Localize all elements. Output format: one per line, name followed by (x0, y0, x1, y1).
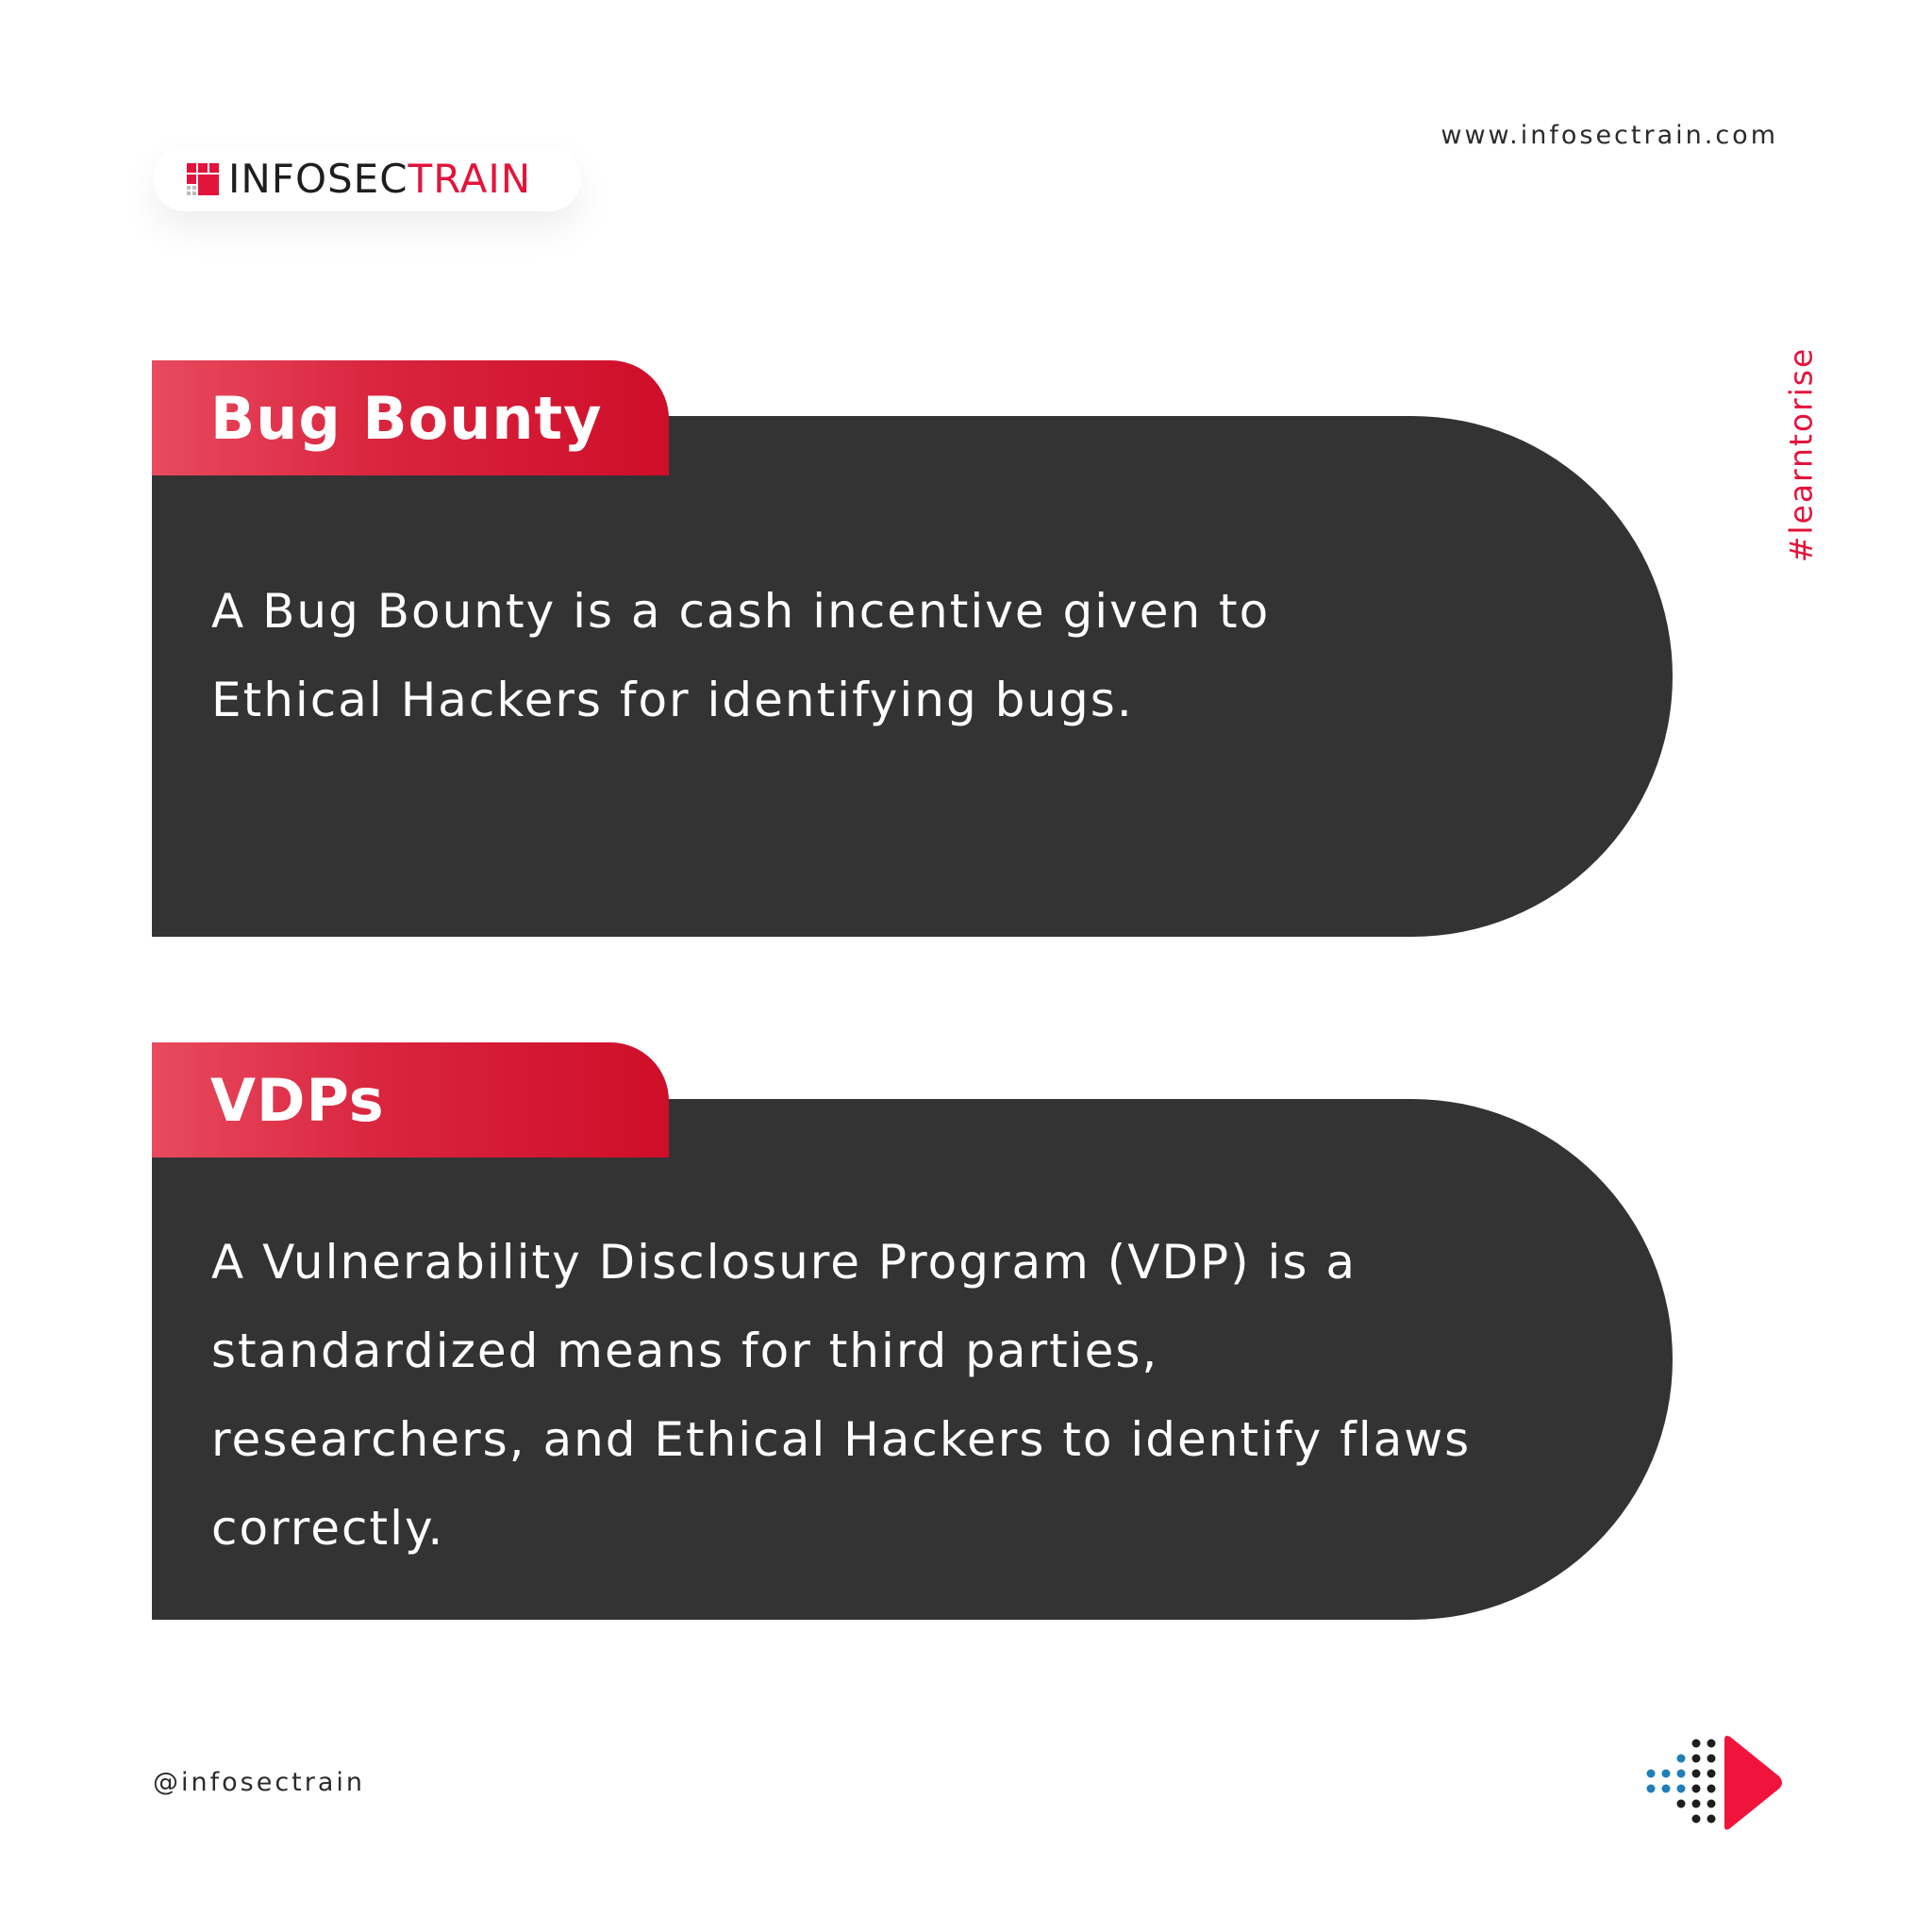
logo-text-part2: TRAIN (408, 156, 532, 202)
website-url: www.infosectrain.com (1441, 121, 1778, 150)
description-line: Ethical Hackers for identifying bugs. (211, 673, 1134, 727)
description-line: A Vulnerability Disclosure Program (VDP) is a (211, 1235, 1357, 1290)
logo-grid-icon (187, 163, 219, 195)
logo-text-part1: INFOSEC (228, 156, 408, 202)
description-line: standardized means for third parties, (211, 1324, 1159, 1378)
hashtag-text: #learntorise (1782, 346, 1820, 563)
logo-text (228, 156, 532, 202)
description-line: A Bug Bounty is a cash incentive given to (211, 584, 1271, 639)
vdps-tab (152, 1042, 669, 1158)
description-line: correctly. (211, 1501, 445, 1556)
description-line: researchers, and Ethical Hackers to identify flaws (211, 1412, 1472, 1467)
vdps-description (211, 1218, 1560, 1573)
social-handle: @infosectrain (153, 1768, 366, 1797)
bug-bounty-title: Bug Bounty (210, 383, 603, 453)
bug-bounty-tab (152, 360, 669, 475)
bug-bounty-description (211, 567, 1457, 744)
vdps-title: VDPs (210, 1065, 385, 1135)
brand-logo (153, 147, 581, 211)
hashtag-vertical (1782, 332, 1820, 577)
play-arrow-dots-icon (1645, 1734, 1785, 1832)
